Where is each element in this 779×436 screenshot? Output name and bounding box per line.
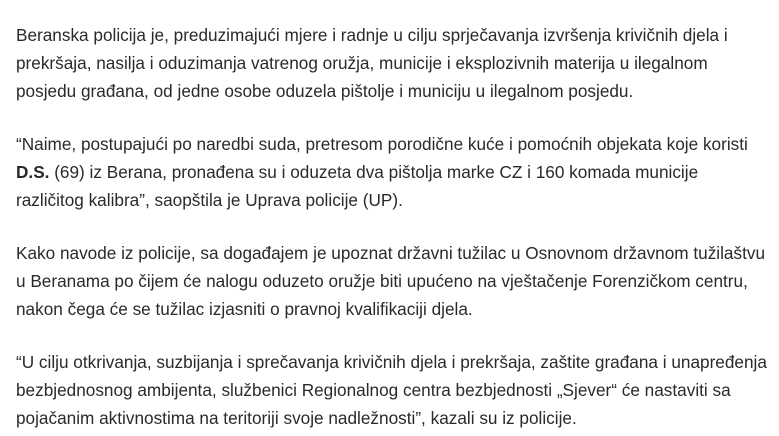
- paragraph-closing-quote: “U cilju otkrivanja, suzbijanja i sprečavanja krivičnih djela i prekršaja, zaštite građana i unapređenja bezbjednosnog ambijenta, službenici Regionalnog centra bezbjednosti „Sjever“ će nastaviti sa pojačanim aktivnostima na teritoriji svoje nadležnosti”, kazali su iz policije.: [16, 352, 767, 428]
- quote-text-start: “Naime, postupajući po naredbi suda, pretresom porodične kuće i pomoćnih objekata koje koristi: [16, 134, 748, 154]
- suspect-initials: D.S.: [16, 162, 50, 182]
- paragraph-prosecutor: Kako navode iz policije, sa događajem je upoznat državni tužilac u Osnovnom državnom tužilaštvu u Beranama po čijem će nalogu oduzeto oružje biti upućeno na vještačenje Forenzičkom centru, nakon čega će se tužilac izjasniti o pravnoj kvalifikaciji djela.: [16, 243, 766, 319]
- quote-text-end: (69) iz Berana, pronađena su i oduzeta dva pištolja marke CZ i 160 komada municije različitog kalibra”, saopštila je Uprava policije (UP).: [16, 162, 699, 210]
- paragraph-intro: Beranska policija je, preduzimajući mjere i radnje u cilju sprječavanja izvršenja krivičnih djela i prekršaja, nasilja i oduzimanja vatrenog oružja, municije i eksplozivnih materija u ilegalnom posjedu građana, od jedne osobe oduzela pištolje i municiju u ilegalnom posjedu.: [16, 25, 728, 101]
- paragraph-search-quote: [16, 130, 769, 214]
